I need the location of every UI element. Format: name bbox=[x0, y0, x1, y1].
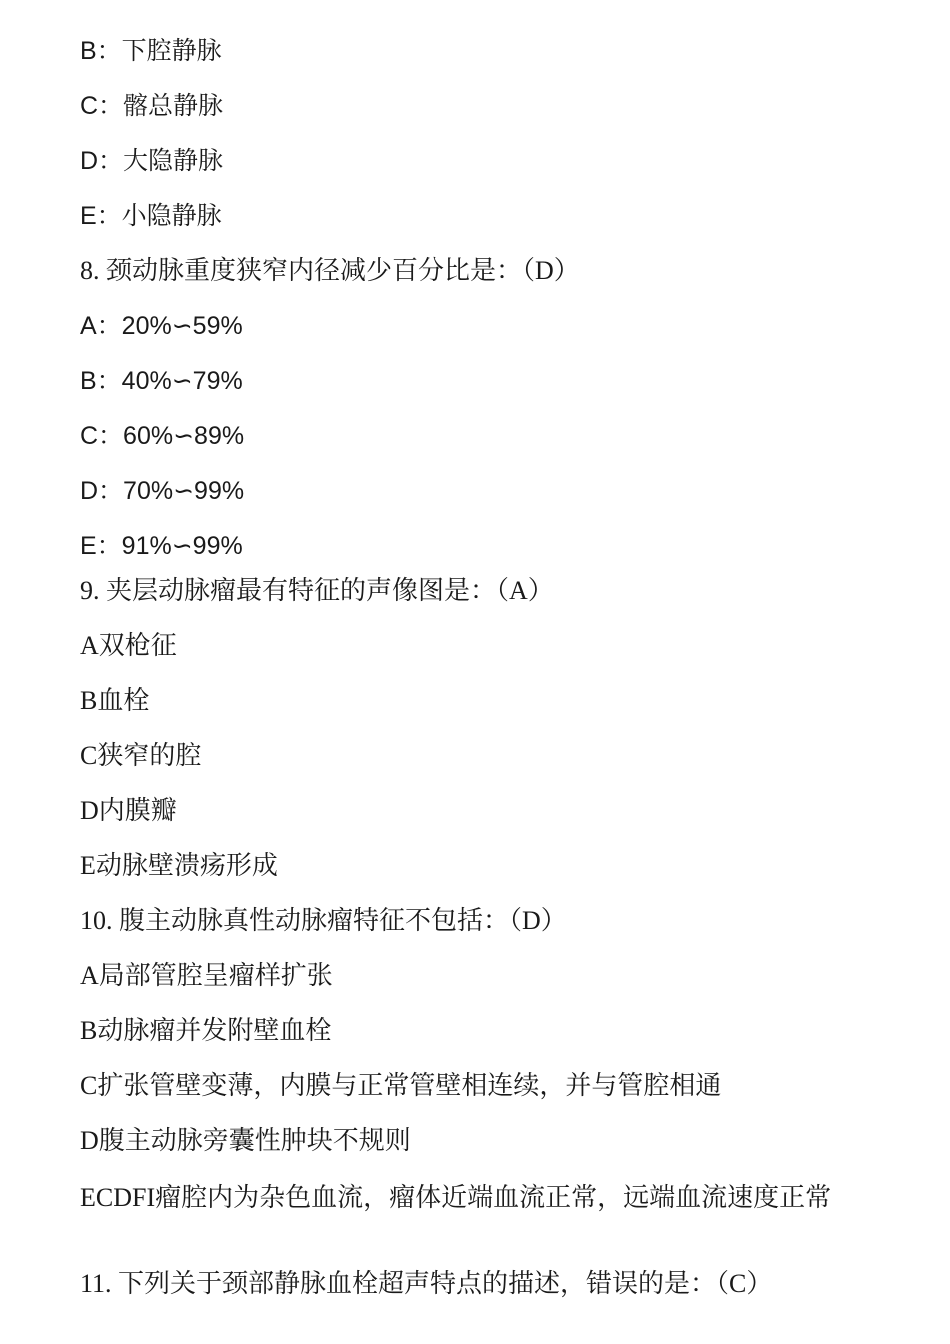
q10-option-b: B动脉瘤并发附壁血栓 bbox=[80, 1016, 332, 1045]
question-11: 11. 下列关于颈部静脉血栓超声特点的描述，错误的是：（C） bbox=[80, 1269, 773, 1298]
q8-option-b: B：40%∽79% bbox=[80, 367, 243, 395]
q9-option-a: A双枪征 bbox=[80, 631, 177, 660]
q10-option-e: ECDFI瘤腔内为杂色血流，瘤体近端血流正常，远端血流速度正常 bbox=[80, 1183, 832, 1212]
option-d-great-saphenous-vein: D：大隐静脉 bbox=[80, 147, 224, 175]
q9-option-c: C狭窄的腔 bbox=[80, 741, 202, 770]
question-10: 10. 腹主动脉真性动脉瘤特征不包括：（D） bbox=[80, 906, 567, 935]
q9-option-e: E动脉壁溃疡形成 bbox=[80, 851, 278, 880]
option-b-inferior-vena-cava: B：下腔静脉 bbox=[80, 37, 222, 65]
question-8: 8. 颈动脉重度狭窄内径减少百分比是：（D） bbox=[80, 256, 580, 285]
option-c-common-iliac-vein: C：髂总静脉 bbox=[80, 92, 224, 120]
question-9: 9. 夹层动脉瘤最有特征的声像图是：（A） bbox=[80, 576, 554, 605]
q8-option-a: A：20%∽59% bbox=[80, 312, 243, 340]
q8-option-e: E：91%∽99% bbox=[80, 532, 243, 560]
q9-option-d: D内膜瓣 bbox=[80, 796, 177, 825]
q9-option-b: B血栓 bbox=[80, 686, 150, 715]
q10-option-a: A局部管腔呈瘤样扩张 bbox=[80, 961, 333, 990]
q10-option-d: D腹主动脉旁囊性肿块不规则 bbox=[80, 1126, 411, 1155]
option-e-small-saphenous-vein: E：小隐静脉 bbox=[80, 202, 222, 230]
q10-option-c: C扩张管壁变薄，内膜与正常管壁相连续，并与管腔相通 bbox=[80, 1071, 722, 1100]
q8-option-d: D：70%∽99% bbox=[80, 477, 245, 505]
q8-option-c: C：60%∽89% bbox=[80, 422, 245, 450]
